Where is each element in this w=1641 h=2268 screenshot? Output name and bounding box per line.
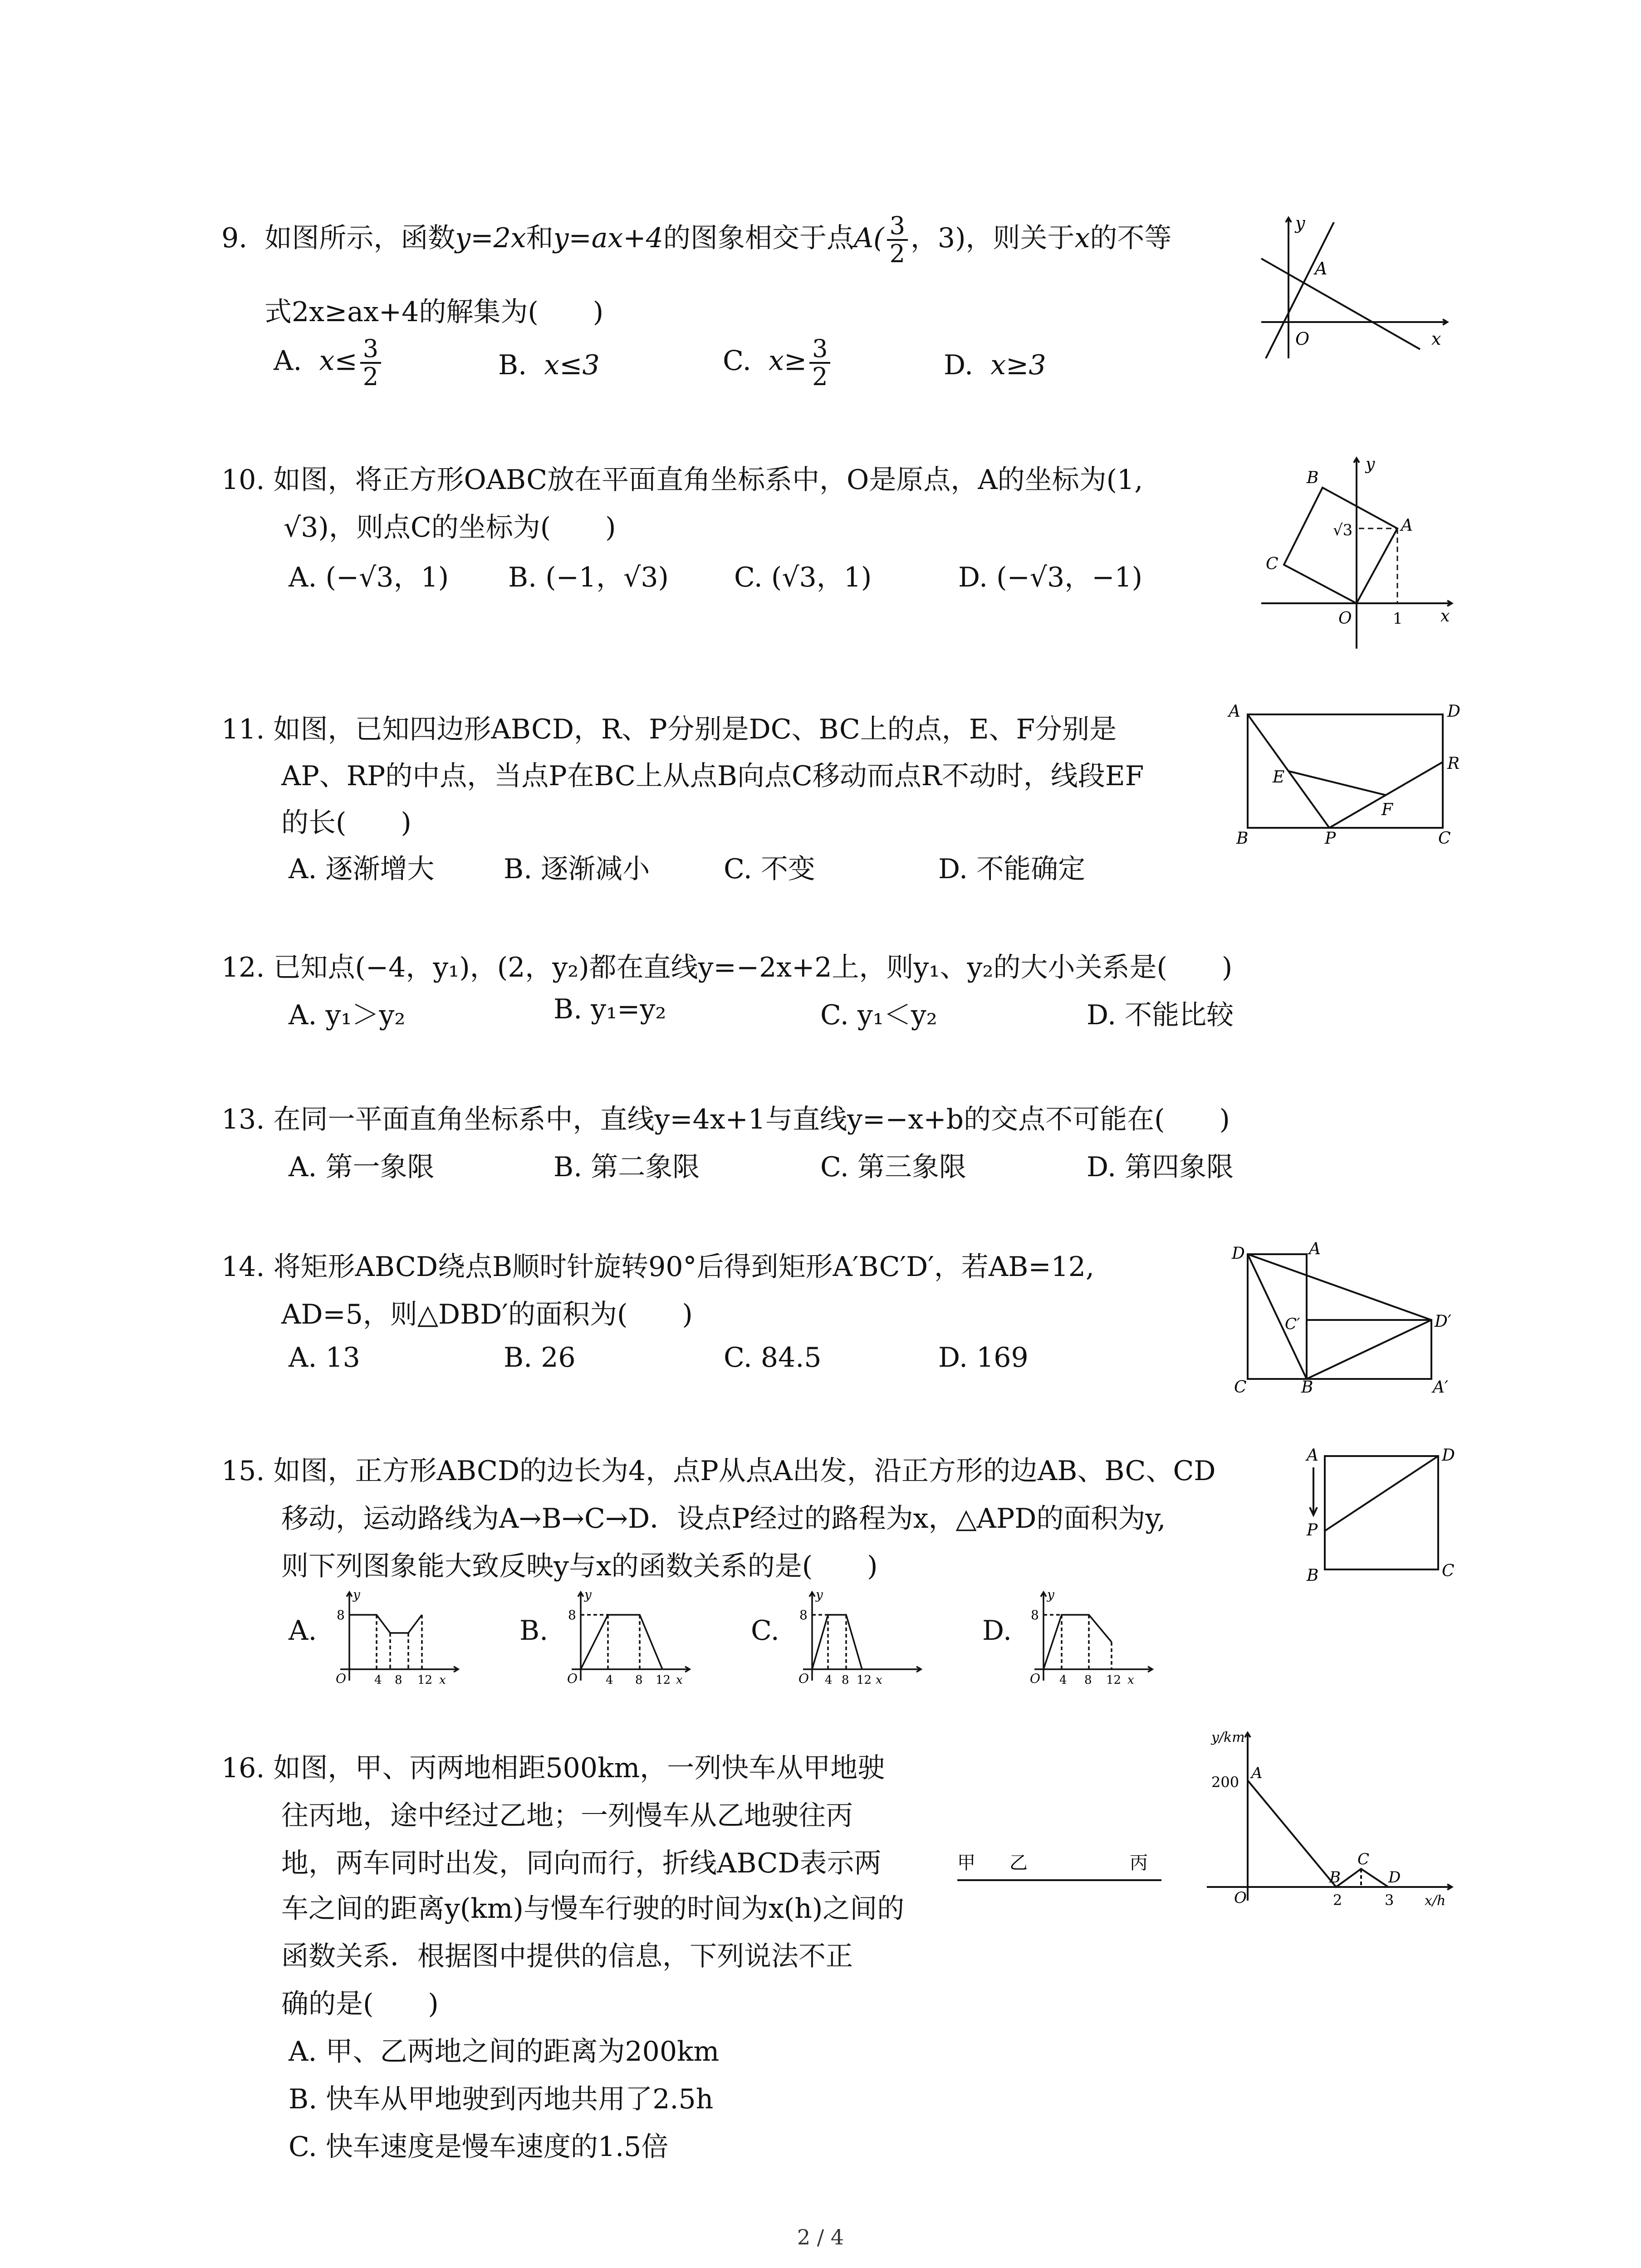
q16-road-yi: 乙 [1009, 1853, 1028, 1873]
q16-fig-c: C [1357, 1850, 1370, 1868]
q11-option-c: C. 不变 [724, 853, 815, 885]
q11-option-b: B. 逐渐减小 [504, 853, 650, 885]
q16-line6: 确的是( ) [281, 1988, 439, 2020]
q15-fig-d: D [1442, 1446, 1455, 1465]
q9-number: 9. [221, 222, 248, 254]
q15-graph-a [331, 1583, 463, 1692]
q15-c-t8: 8 [842, 1673, 849, 1687]
q15-d-t8: 8 [1084, 1673, 1092, 1687]
q16-road-figure [953, 1842, 1166, 1892]
q15-d-y: y [1047, 1587, 1054, 1602]
q16-fig-two: 2 [1333, 1892, 1342, 1909]
q11-option-a: A. 逐渐增大 [289, 853, 435, 885]
q15-b-eight: 8 [568, 1608, 576, 1623]
q15-d-o: O [1030, 1671, 1040, 1686]
q14-option-c: C. 84.5 [724, 1342, 822, 1374]
q10-option-c: C. (√3，1) [734, 562, 872, 593]
page-number: 2 / 4 [797, 2225, 844, 2249]
q10-option-a: A. (−√3，1) [289, 562, 449, 593]
q12-option-c: C. y₁＜y₂ [820, 999, 937, 1031]
q10-option-d: D. (−√3，−1) [958, 562, 1143, 593]
q12-option-a: A. y₁＞y₂ [289, 999, 406, 1031]
q15-d-eight: 8 [1031, 1608, 1039, 1623]
q11-fig-a: A [1229, 702, 1240, 721]
q14-line2: AD=5，则△DBD′的面积为( ) [281, 1299, 693, 1330]
q11-figure [1225, 696, 1461, 846]
q16-road-jia: 甲 [957, 1853, 975, 1873]
q11-option-d: D. 不能确定 [938, 853, 1086, 885]
q14-option-d: D. 169 [938, 1342, 1029, 1374]
q15-fig-a: A [1307, 1446, 1318, 1465]
q16-road-bing: 丙 [1130, 1853, 1148, 1873]
q9-option-c: C. x≥ $\frac{3}{2}$ [723, 336, 833, 390]
q15-b-x: x [676, 1673, 683, 1687]
q12-option-d: D. 不能比较 [1087, 999, 1234, 1031]
q10-fig-c: C [1266, 555, 1279, 573]
q13-line1: 13. 在同一平面直角坐标系中，直线y=4x+1与直线y=−x+b的交点不可能在( ) [221, 1104, 1230, 1135]
q15-graph-b [563, 1583, 694, 1692]
q9-line1: 9. 如图所示，函数y=2x和y=ax+4的图象相交于点A( $\frac{3}{2}$ ，3)，则关于x的不等 [221, 211, 1172, 269]
q10-fig-x: x [1440, 607, 1450, 626]
q15-option-d-label: D. [982, 1615, 1012, 1647]
q16-fig-a: A [1251, 1764, 1263, 1782]
q15-option-b-label: B. [519, 1615, 549, 1647]
q9-fig-y: y [1295, 213, 1305, 233]
q11-fig-f: F [1381, 801, 1393, 819]
q15-fig-c: C [1442, 1562, 1455, 1580]
q16-fig-three: 3 [1385, 1892, 1394, 1909]
q9-figure [1252, 209, 1456, 363]
q15-b-t12: 12 [656, 1673, 671, 1687]
q10-fig-one: 1 [1393, 610, 1403, 628]
q14-fig-d2: D′ [1435, 1312, 1452, 1331]
q15-d-t12: 12 [1106, 1673, 1122, 1687]
q11-fig-c: C [1438, 829, 1451, 846]
q15-b-t4: 4 [606, 1673, 613, 1687]
q16-option-a: A. 甲、乙两地之间的距离为200km [289, 2036, 720, 2068]
q15-c-y: y [816, 1587, 823, 1602]
q11-fig-p: P [1325, 829, 1336, 846]
q13-option-c: C. 第三象限 [820, 1151, 966, 1183]
q13-option-a: A. 第一象限 [289, 1151, 435, 1183]
q10-line2: √3)，则点C的坐标为( ) [284, 512, 616, 543]
q14-fig-d: D [1232, 1244, 1245, 1263]
q16-figure [1198, 1719, 1461, 1919]
q15-a-o: O [336, 1671, 346, 1686]
q11-fig-b: B [1236, 829, 1249, 846]
q10-fig-a: A [1401, 516, 1413, 535]
q16-fig-b: B [1329, 1868, 1341, 1887]
q10-fig-o: O [1338, 609, 1352, 628]
q9-option-a: A. x≤ $\frac{3}{2}$ [274, 336, 384, 390]
q13-option-d: D. 第四象限 [1087, 1151, 1234, 1183]
q15-d-x: x [1127, 1673, 1134, 1687]
q15-option-c-label: C. [751, 1615, 779, 1647]
q15-figure [1298, 1440, 1461, 1585]
q15-line3: 则下列图象能大致反映y与x的函数关系的是( ) [281, 1550, 878, 1582]
q9-option-d: D. x≥3 [944, 349, 1046, 381]
q16-fig-xh: x/h [1425, 1893, 1446, 1909]
q15-c-o: O [798, 1671, 809, 1686]
q15-fig-p: P [1307, 1521, 1318, 1540]
q15-b-y: y [584, 1587, 592, 1602]
q10-fig-r3: √3 [1333, 521, 1353, 539]
q15-b-o: O [567, 1671, 578, 1686]
q10-option-b: B. (−1，√3) [508, 562, 669, 593]
q16-option-c: C. 快车速度是慢车速度的1.5倍 [289, 2131, 669, 2163]
q15-option-a-label: A. [289, 1615, 317, 1647]
q15-c-t12: 12 [857, 1673, 872, 1687]
q14-fig-a2: A′ [1433, 1378, 1449, 1393]
q16-fig-d: D [1388, 1868, 1401, 1887]
q9-line2: 式2x≥ax+4的解集为( ) [265, 296, 604, 328]
q14-line1: 14. 将矩形ABCD绕点B顺时针旋转90°后得到矩形A′BC′D′，若AB=12, [221, 1251, 1095, 1283]
q16-line1: 16. 如图，甲、丙两地相距500km，一列快车从甲地驶 [221, 1752, 885, 1784]
q16-line2: 往丙地，途中经过乙地；一列慢车从乙地驶往丙 [281, 1800, 853, 1832]
q16-fig-o: O [1234, 1889, 1247, 1907]
q15-graph-d [1025, 1583, 1157, 1692]
q11-fig-e: E [1273, 768, 1285, 787]
q15-c-t4: 4 [825, 1673, 833, 1687]
q9-fig-a: A [1315, 259, 1327, 279]
q12-option-b: B. y₁=y₂ [554, 993, 666, 1025]
q10-line1: 10. 如图，将正方形OABC放在平面直角坐标系中，O是原点，A的坐标为(1, [221, 464, 1143, 496]
q9-fig-o: O [1295, 329, 1310, 349]
q15-a-x: x [439, 1673, 446, 1687]
q16-line3: 地，两车同时出发，同向而行，折线ABCD表示两 [281, 1848, 882, 1879]
q11-fig-r: R [1447, 754, 1460, 773]
q15-fig-b: B [1307, 1566, 1319, 1585]
q12-line1: 12. 已知点(−4，y₁)，(2，y₂)都在直线y=−2x+2上，则y₁、y₂的大小关系是( ) [221, 952, 1233, 983]
q15-c-x: x [876, 1673, 882, 1687]
q9-fraction: $\frac{3}{2}$ [887, 213, 908, 267]
q11-line1: 11. 如图，已知四边形ABCD，R、P分别是DC、BC上的点，E、F分别是 [221, 714, 1117, 745]
q16-line4: 车之间的距离y(km)与慢车行驶的时间为x(h)之间的 [281, 1893, 905, 1925]
q14-option-b: B. 26 [504, 1342, 576, 1374]
q9-option-b: B. x≤3 [498, 349, 600, 381]
q10-fig-y: y [1366, 455, 1375, 474]
q14-fig-a: A [1309, 1240, 1321, 1258]
q10-figure [1257, 449, 1461, 653]
q14-fig-c: C [1234, 1378, 1247, 1393]
q16-line5: 函数关系．根据图中提供的信息，下列说法不正 [281, 1941, 853, 1972]
q11-line2: AP、RP的中点，当点P在BC上从点B向点C移动而点R不动时，线段EF [281, 760, 1144, 792]
q15-a-y: y [353, 1587, 360, 1602]
q11-fig-d: D [1447, 702, 1460, 721]
q14-fig-c2: C′ [1285, 1315, 1300, 1333]
q11-line3: 的长( ) [281, 807, 411, 839]
q15-a-eight: 8 [337, 1608, 345, 1623]
q14-option-a: A. 13 [289, 1342, 360, 1374]
q15-b-t8: 8 [635, 1673, 643, 1687]
q15-d-t4: 4 [1059, 1673, 1067, 1687]
q9-fig-x: x [1431, 329, 1441, 349]
q13-option-b: B. 第二象限 [554, 1151, 700, 1183]
q15-c-eight: 8 [799, 1608, 808, 1623]
q14-figure [1225, 1238, 1461, 1393]
q15-graph-c [794, 1583, 926, 1692]
q10-fig-b: B [1307, 469, 1319, 487]
q15-a-t8: 8 [395, 1673, 402, 1687]
q15-a-t12: 12 [417, 1673, 433, 1687]
q16-fig-ykm: y/km [1211, 1730, 1245, 1745]
q16-fig-200: 200 [1211, 1774, 1239, 1791]
q15-a-t4: 4 [374, 1673, 382, 1687]
q16-option-b: B. 快车从甲地驶到丙地共用了2.5h [289, 2083, 714, 2115]
q15-line1: 15. 如图，正方形ABCD的边长为4，点P从点A出发，沿正方形的边AB、BC、CD [221, 1455, 1216, 1487]
q15-line2: 移动，运动路线为A→B→C→D．设点P经过的路程为x，△APD的面积为y, [281, 1503, 1166, 1535]
q14-fig-b: B [1301, 1378, 1313, 1393]
